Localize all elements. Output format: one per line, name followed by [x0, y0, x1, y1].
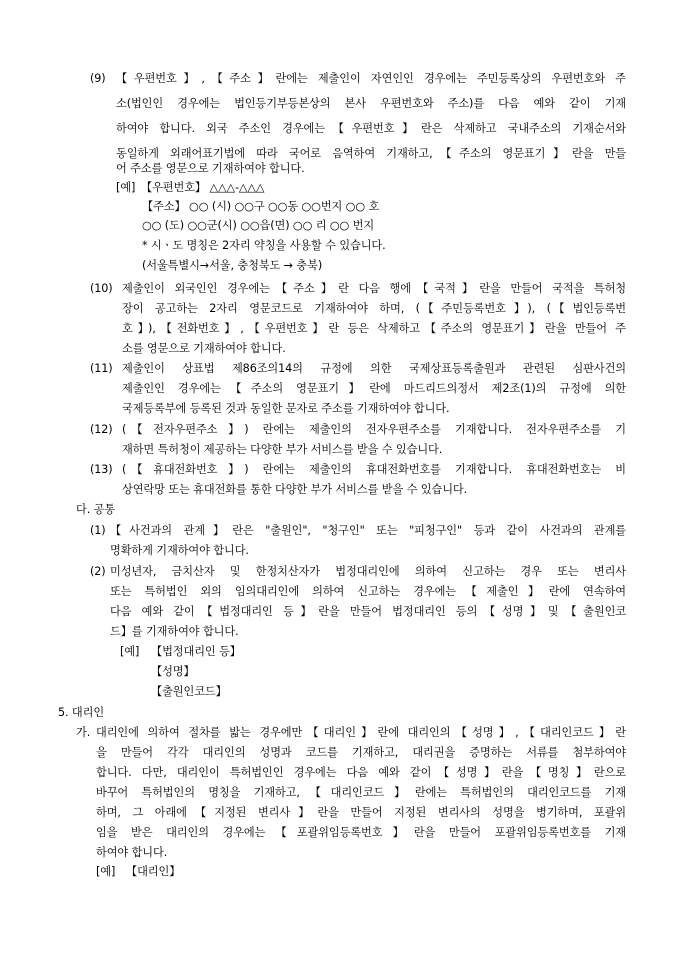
common-2-line-2: 또는 특허법인 외의 임의대리인에 의하여 신고하는 경우에는【제출인】란에 연속하여	[110, 585, 626, 598]
item-13-line-2: 상연락망 또는 휴대전화를 통한 다양한 부가 서비스를 받을 수 있습니다.	[122, 483, 468, 496]
item-ga-line-3: 합니다. 다만, 대리인이 특허법인인 경우에는 다음 예와 같이【성명】란을【명칭】란으로	[96, 766, 626, 779]
common-1-number: (1)	[90, 524, 106, 537]
item-10-line-2: 장이 공고하는 2자리 영문코드로 기재하여야 하며, (【주민등록번호】), (【법인등록번	[122, 302, 626, 315]
item-10-line-1: 제출인이 외국인인 경우에는【주소】란 다음 행에【국적】란을 만들어 국적을 특허청	[122, 282, 626, 295]
item-ga-example-line-1: 【대리인】	[126, 865, 181, 878]
item-9-number: (9)	[90, 72, 106, 85]
item-11-line-2: 제출인인 경우에는【주소의 영문표기】란에 마드리드의정서 제2조(1)의 규정에 의한	[122, 382, 626, 395]
item-10-number: (10)	[90, 282, 113, 295]
item-ga-line-4: 바꾸어 특허법인의 명칭을 기재하고,【대리인코드】란에는 특허법인의 대리인코드를 기재	[96, 786, 626, 799]
common-2-example-line-1: 【법정대리인 등】	[151, 645, 241, 658]
section-da-title: 다. 공통	[76, 503, 116, 516]
item-ga-line-2: 을 만들어 각각 대리인의 성명과 코드를 기재하고, 대리권을 증명하는 서류를 첨부하여야	[96, 746, 626, 759]
item-ga-line-6: 임을 받은 대리인의 경우에는【포괄위임등록번호】란을 만들어 포괄위임등록번호를 기재	[96, 826, 626, 839]
item-9-line-3: 하여야 합니다. 외국 주소인 경우에는【우편번호】란은 삭제하고 국내주소의 기재순서와	[116, 122, 626, 135]
item-13-line-1: (【휴대전화번호】) 란에는 제출인의 휴대전화번호를 기재합니다. 휴대전화번호는 비	[122, 463, 626, 476]
item-9-line-2: 소(법인인 경우에는 법인등기부등본상의 본사 우편번호와 주소)를 다음 예와 같이 기재	[116, 97, 626, 110]
item-11-number: (11)	[90, 362, 113, 375]
common-2-example-line-3: 【출원인코드】	[151, 685, 227, 698]
item-ga-line-5: 하며, 그 아래에【지정된 변리사】란을 만들어 지정된 변리사의 성명을 병기하며, 포괄위	[96, 806, 626, 819]
item-ga-line-7: 하여야 합니다.	[96, 846, 168, 859]
item-ga-line-1: 대리인에 의하여 절차를 밟는 경우에만【대리인】란에 대리인의【성명】,【대리인코드】란	[96, 726, 626, 739]
common-2-line-3: 다음 예와 같이【법정대리인 등】란을 만들어 법정대리인 등의【성명】및【출원인코	[110, 605, 626, 618]
item-11-line-1: 제출인이 상표법 제86조의14의 규정에 의한 국제상표등록출원과 관련된 심판사건의	[122, 362, 626, 375]
item-12-number: (12)	[90, 423, 113, 436]
common-2-line-4: 드】를 기재하여야 합니다.	[110, 625, 239, 638]
common-1-line-1: 【사건과의 관계】란은 "출원인", "청구인" 또는 "피청구인" 등과 같이 사건과의 관계를	[110, 524, 626, 537]
item-10-line-3: 호】),【전화번호】,【우편번호】란 등은 삭제하고【주소의 영문표기】란을 만들어 주	[122, 322, 626, 335]
common-2-example-line-2: 【성명】	[151, 665, 195, 678]
common-2-line-1: 미성년자, 금치산자 및 한정치산자가 법정대리인에 의하여 신고하는 경우 또는 변리사	[110, 565, 626, 578]
item-9-example-addr1: 【주소】 ○○ (시) ○○구 ○○동 ○○번지 ○○ 호	[142, 200, 380, 213]
item-13-number: (13)	[90, 463, 113, 476]
section-5-title: 5. 대리인	[58, 706, 105, 719]
item-9-example-note2: (서울특별시→서울, 충청북도 → 충북)	[142, 259, 323, 272]
item-9-line-4: 동일하게 외래어표기법에 따라 국어로 음역하여 기재하고,【주소의 영문표기】란을 만들	[116, 147, 626, 160]
common-2-number: (2)	[90, 565, 106, 578]
item-12-line-1: (【전자우편주소】) 란에는 제출인의 전자우편주소를 기재합니다. 전자우편주소를 기	[122, 423, 626, 436]
common-1-line-2: 명확하게 기재하여야 합니다.	[110, 544, 249, 557]
item-9-example-note: * 시ㆍ도 명칭은 2자리 약칭을 사용할 수 있습니다.	[142, 239, 386, 252]
item-10-line-4: 소를 영문으로 기재하여야 합니다.	[122, 342, 286, 355]
item-9-example-addr2: ○○ (도) ○○군(시) ○○읍(면) ○○ 리 ○○ 번지	[142, 219, 375, 232]
item-9-line-5: 어 주소를 영문으로 기재하여야 합니다.	[116, 162, 305, 175]
item-9-example-postal: 【우편번호】 △△△-△△△	[141, 181, 265, 194]
item-9-line-1: 【우편번호】,【주소】란에는 제출인이 자연인인 경우에는 주민등록상의 우편번호와 주	[116, 72, 626, 85]
item-12-line-2: 재하면 특허청이 제공하는 다양한 부가 서비스를 받을 수 있습니다.	[122, 443, 443, 456]
item-9-example-label: [예]	[116, 181, 136, 194]
item-ga-number: 가.	[76, 726, 91, 739]
item-ga-example-label: [예]	[96, 865, 116, 878]
item-11-line-3: 국제등록부에 등록된 것과 동일한 문자로 주소를 기재하여야 합니다.	[122, 402, 450, 415]
common-2-example-label: [예]	[120, 645, 140, 658]
